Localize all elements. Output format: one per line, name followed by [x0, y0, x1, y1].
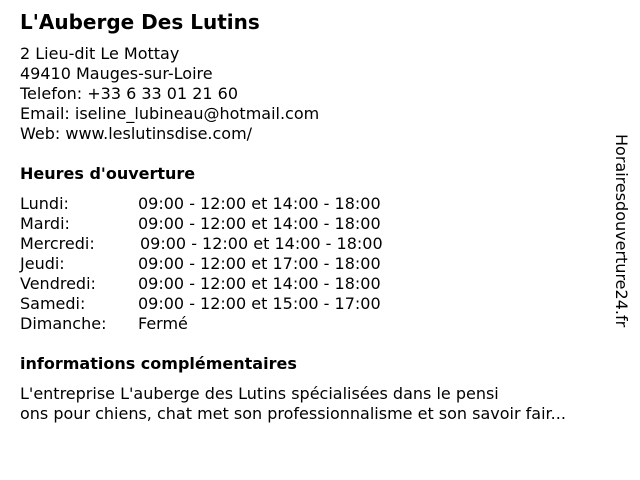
time-value: 09:00 - 12:00 et 14:00 - 18:00 [138, 214, 381, 233]
time-value: 09:00 - 12:00 et 15:00 - 17:00 [138, 294, 381, 313]
day-label: Vendredi: [20, 274, 96, 293]
address-line-city: 49410 Mauges-sur-Loire [20, 64, 213, 83]
day-label: Samedi: [20, 294, 86, 313]
contact-block [20, 44, 319, 144]
time-value: 09:00 - 12:00 et 14:00 - 18:00 [138, 274, 381, 293]
day-label: Mardi: [20, 214, 70, 233]
day-label: Lundi: [20, 194, 69, 213]
time-value: 09:00 - 12:00 et 17:00 - 18:00 [138, 254, 381, 273]
time-value: 09:00 - 12:00 et 14:00 - 18:00 [138, 194, 381, 213]
web-line: Web: www.leslutinsdise.com/ [20, 124, 253, 143]
hours-title: Heures d'ouverture [20, 164, 196, 183]
phone-line: Telefon: +33 6 33 01 21 60 [20, 84, 239, 103]
business-name: L'Auberge Des Lutins [20, 10, 260, 34]
day-label: Mercredi: [20, 234, 95, 253]
day-label: Jeudi: [20, 254, 65, 273]
description-line: L'entreprise L'auberge des Lutins spécialisées dans le pensi [20, 384, 499, 403]
info-title: informations complémentaires [20, 354, 297, 373]
description-text [20, 384, 620, 424]
description-line: ons pour chiens, chat met son professionnalisme et son savoir fair... [20, 404, 566, 423]
email-line: Email: iseline_lubineau@hotmail.com [20, 104, 320, 123]
address-line-street: 2 Lieu-dit Le Mottay [20, 44, 180, 63]
time-value: Fermé [138, 314, 188, 333]
site-watermark: Horairesdouverture24.fr [612, 134, 631, 328]
time-value: 09:00 - 12:00 et 14:00 - 18:00 [140, 234, 383, 253]
day-label: Dimanche: [20, 314, 107, 333]
